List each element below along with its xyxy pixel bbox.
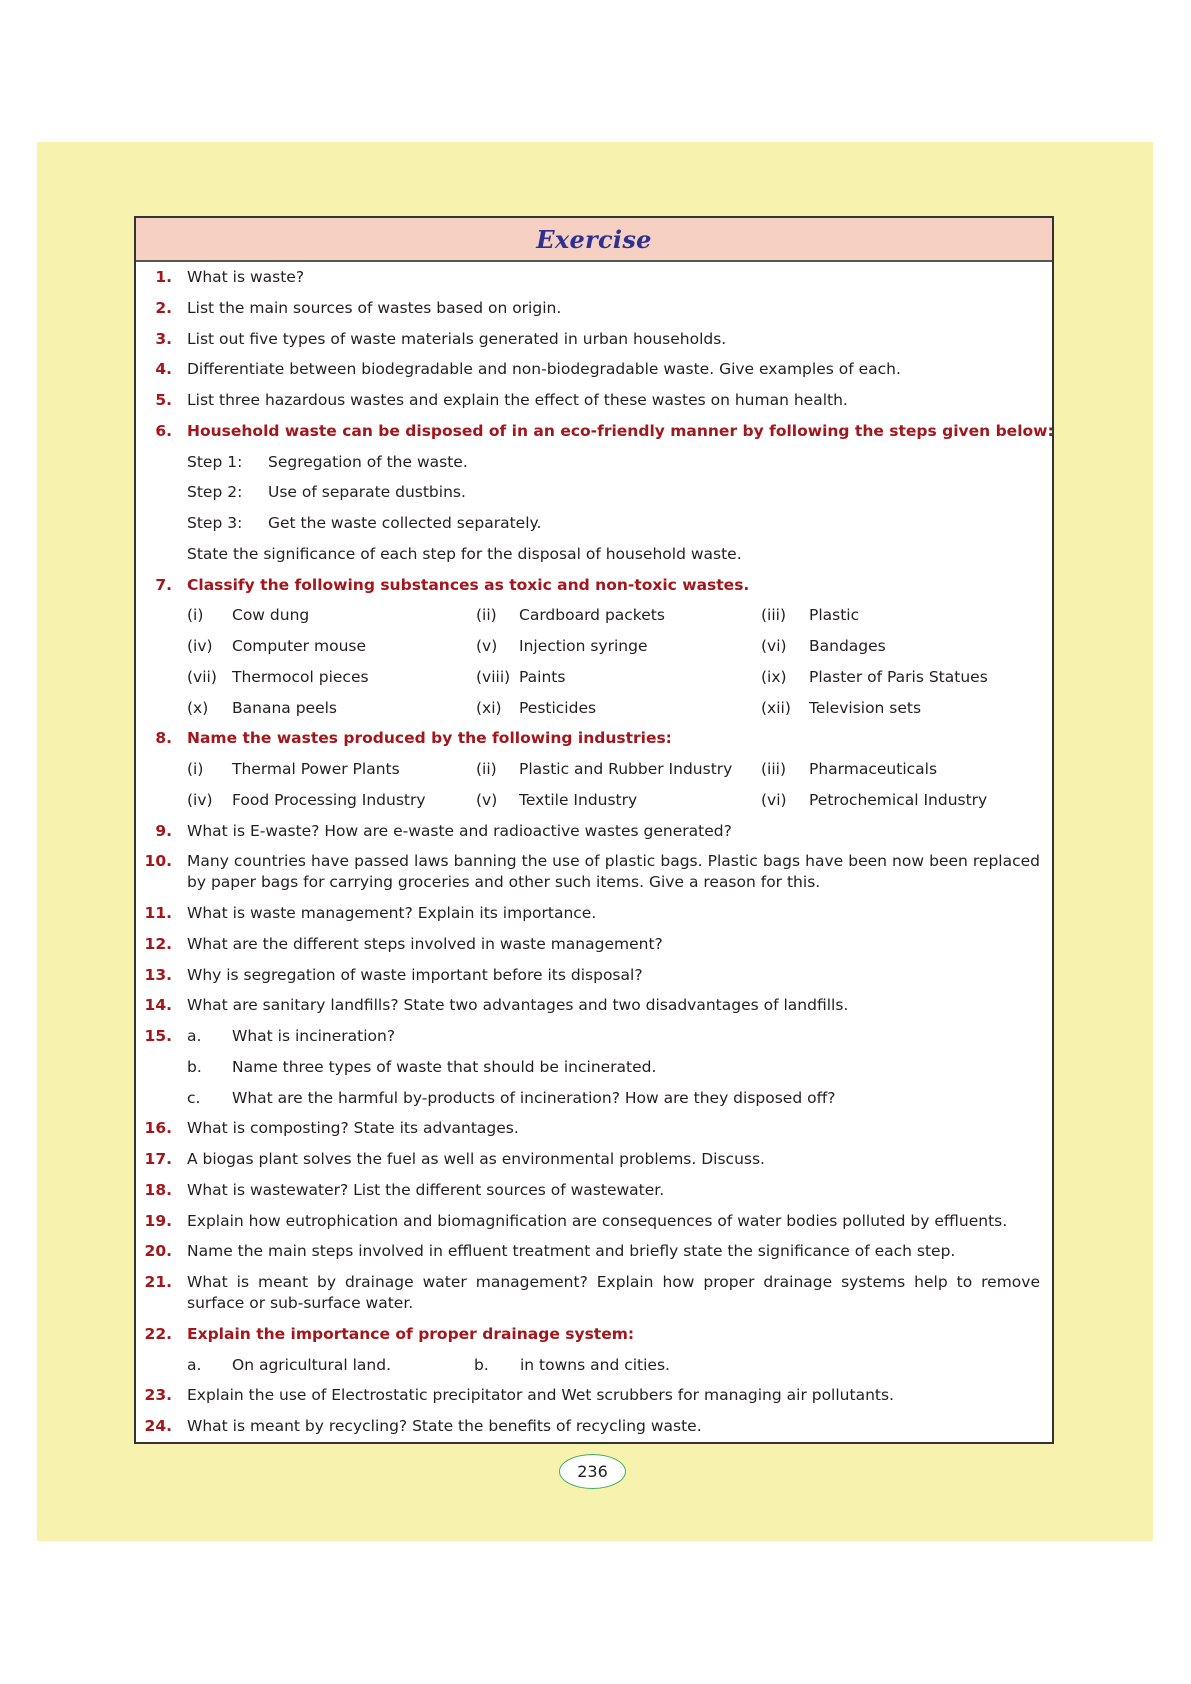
part-label: b. [474,1355,489,1374]
question-3 [136,324,1052,355]
question-text: Differentiate between biodegradable and non-biodegradable waste. Give examples of each. [187,360,901,379]
question-1 [136,262,1052,293]
exercise-title: Exercise [536,224,652,254]
option-row [136,600,1052,631]
option-text: Thermocol pieces [232,667,369,686]
question-text: Explain the use of Electrostatic precipitator and Wet scrubbers for managing air pollutants. [187,1386,894,1405]
part-label: a. [187,1027,202,1045]
question-number: 11. [144,904,172,922]
question-text: List the main sources of wastes based on origin. [187,298,562,317]
part-text: On agricultural land. [232,1355,392,1374]
question-9 [136,816,1052,847]
option-text: Textile Industry [519,790,638,809]
question-13 [136,960,1052,991]
part-text: What are the harmful by-products of incineration? How are they disposed off? [232,1088,836,1107]
question-number: 21. [144,1273,172,1291]
question-22 [136,1319,1052,1350]
option-numeral: (ii) [476,760,497,778]
option-text: Petrochemical Industry [809,790,988,809]
question-number: 7. [155,575,172,594]
question-number: 23. [144,1386,172,1405]
question-20 [136,1236,1052,1267]
option-numeral: (iv) [187,790,213,809]
option-numeral: (iii) [761,606,787,625]
question-number: 3. [155,329,172,348]
question-number: 22. [144,1324,172,1343]
question-text: What are sanitary landfills? State two advantages and two disadvantages of landfills. [187,996,849,1015]
question-number: 9. [155,821,172,840]
question-number: 18. [144,1180,172,1199]
option-numeral: (i) [187,760,204,778]
option-numeral: (iv) [187,637,213,655]
question-text: Explain how eutrophication and biomagnification are consequences of water bodies polluted by effluents. [187,1211,1008,1230]
question-14 [136,990,1052,1021]
question-15-part [136,1083,1052,1114]
option-text: Pharmaceuticals [809,760,938,778]
part-text: What is incineration? [232,1027,396,1045]
option-numeral: (i) [187,606,204,625]
option-text: Food Processing Industry [232,790,426,809]
question-7 [136,570,1052,601]
question-number: 10. [144,852,172,871]
option-row [136,693,1052,724]
option-text: Thermal Power Plants [232,760,400,778]
question-16 [136,1113,1052,1144]
option-row [136,631,1052,662]
option-text: Plaster of Paris Statues [809,667,988,686]
option-text: Cardboard packets [519,606,665,625]
question-5 [136,385,1052,416]
part-label: a. [187,1355,202,1374]
exercise-header [136,218,1052,262]
followup-text: State the significance of each step for the disposal of household waste. [187,544,742,563]
step-row [136,477,1052,508]
option-numeral: (x) [187,698,209,717]
question-8 [136,723,1052,754]
question-text: What is E-waste? How are e-waste and radioactive wastes generated? [187,821,732,840]
option-numeral: (iii) [761,760,787,778]
option-text: Plastic [809,606,860,625]
question-22-parts [136,1350,1052,1381]
exercise-box [134,216,1054,1444]
question-text: What is composting? State its advantages. [187,1119,519,1138]
option-text: Pesticides [519,698,597,717]
question-15 [136,1021,1052,1052]
question-text: A biogas plant solves the fuel as well as environmental problems. Discuss. [187,1150,765,1168]
step-row [136,508,1052,539]
part-label: b. [187,1057,202,1076]
question-12 [136,929,1052,960]
question-text: What are the different steps involved in waste management? [187,934,663,953]
step-row [136,447,1052,478]
option-numeral: (viii) [476,667,511,686]
question-23 [136,1380,1052,1411]
question-text: What is waste? [187,268,305,286]
question-number: 16. [144,1119,172,1138]
question-number: 19. [144,1211,172,1230]
question-number: 2. [155,298,172,317]
step-label: Step 3: [187,514,243,532]
question-4 [136,354,1052,385]
option-text: Television sets [809,698,922,717]
question-21 [136,1267,1052,1319]
question-number: 5. [155,391,172,409]
step-label: Step 1: [187,452,243,471]
question-number: 1. [155,268,172,286]
question-6 [136,416,1052,447]
question-text: What is meant by drainage water management? Explain how proper drainage systems help to remove surface or sub-surface water. [187,1273,1040,1312]
option-numeral: (v) [476,790,498,809]
question-text: Why is segregation of waste important before its disposal? [187,965,643,984]
question-10 [136,846,1052,898]
question-text: List three hazardous wastes and explain the effect of these wastes on human health. [187,391,848,409]
question-list [136,262,1052,1442]
part-text: Name three types of waste that should be incinerated. [232,1057,657,1076]
question-number: 6. [155,421,172,440]
option-text: Paints [519,667,566,686]
option-numeral: (vi) [761,637,787,655]
part-text: in towns and cities. [520,1355,670,1374]
question-17 [136,1144,1052,1175]
question-text: Classify the following substances as toxic and non-toxic wastes. [187,575,750,594]
option-numeral: (xii) [761,698,791,717]
option-numeral: (ii) [476,606,497,625]
option-numeral: (v) [476,637,498,655]
step-text: Segregation of the waste. [268,452,468,471]
question-number: 17. [144,1150,172,1168]
question-24 [136,1411,1052,1442]
question-number: 24. [144,1417,172,1435]
question-text: Many countries have passed laws banning the use of plastic bags. Plastic bags have been now been replaced by paper bags for carrying groceries and other such items. Give a reason for this. [187,852,1040,892]
question-text: List out five types of waste materials generated in urban households. [187,329,727,348]
option-text: Injection syringe [519,637,648,655]
question-number: 15. [144,1027,172,1045]
question-18 [136,1175,1052,1206]
page-number-text: 236 [577,1462,608,1481]
question-number: 13. [144,965,172,984]
part-label: c. [187,1088,201,1107]
question-15-part [136,1052,1052,1083]
page-number [559,1454,626,1489]
option-text: Cow dung [232,606,310,625]
question-number: 20. [144,1242,172,1261]
question-6-followup [136,539,1052,570]
question-number: 8. [155,729,172,748]
step-label: Step 2: [187,483,243,502]
question-number: 4. [155,360,172,379]
step-text: Get the waste collected separately. [268,514,542,532]
option-row [136,662,1052,693]
option-numeral: (vi) [761,790,787,809]
question-text: What is meant by recycling? State the benefits of recycling waste. [187,1417,702,1435]
question-number: 12. [144,934,172,953]
question-11 [136,898,1052,929]
question-2 [136,293,1052,324]
question-text: Name the main steps involved in effluent treatment and briefly state the significance of each step. [187,1242,956,1261]
option-numeral: (xi) [476,698,502,717]
option-text: Banana peels [232,698,337,717]
question-text: Name the wastes produced by the following industries: [187,729,672,748]
question-19 [136,1206,1052,1237]
question-text: What is wastewater? List the different sources of wastewater. [187,1180,665,1199]
option-numeral: (vii) [187,667,217,686]
option-row [136,785,1052,816]
option-text: Bandages [809,637,886,655]
option-text: Plastic and Rubber Industry [519,760,733,778]
question-text: Household waste can be disposed of in an eco-friendly manner by following the steps given below: [187,421,1054,440]
option-numeral: (ix) [761,667,787,686]
question-text: What is waste management? Explain its importance. [187,904,597,922]
question-number: 14. [144,996,172,1015]
question-text: Explain the importance of proper drainage system: [187,1324,635,1343]
option-text: Computer mouse [232,637,366,655]
option-row [136,754,1052,785]
step-text: Use of separate dustbins. [268,483,466,502]
